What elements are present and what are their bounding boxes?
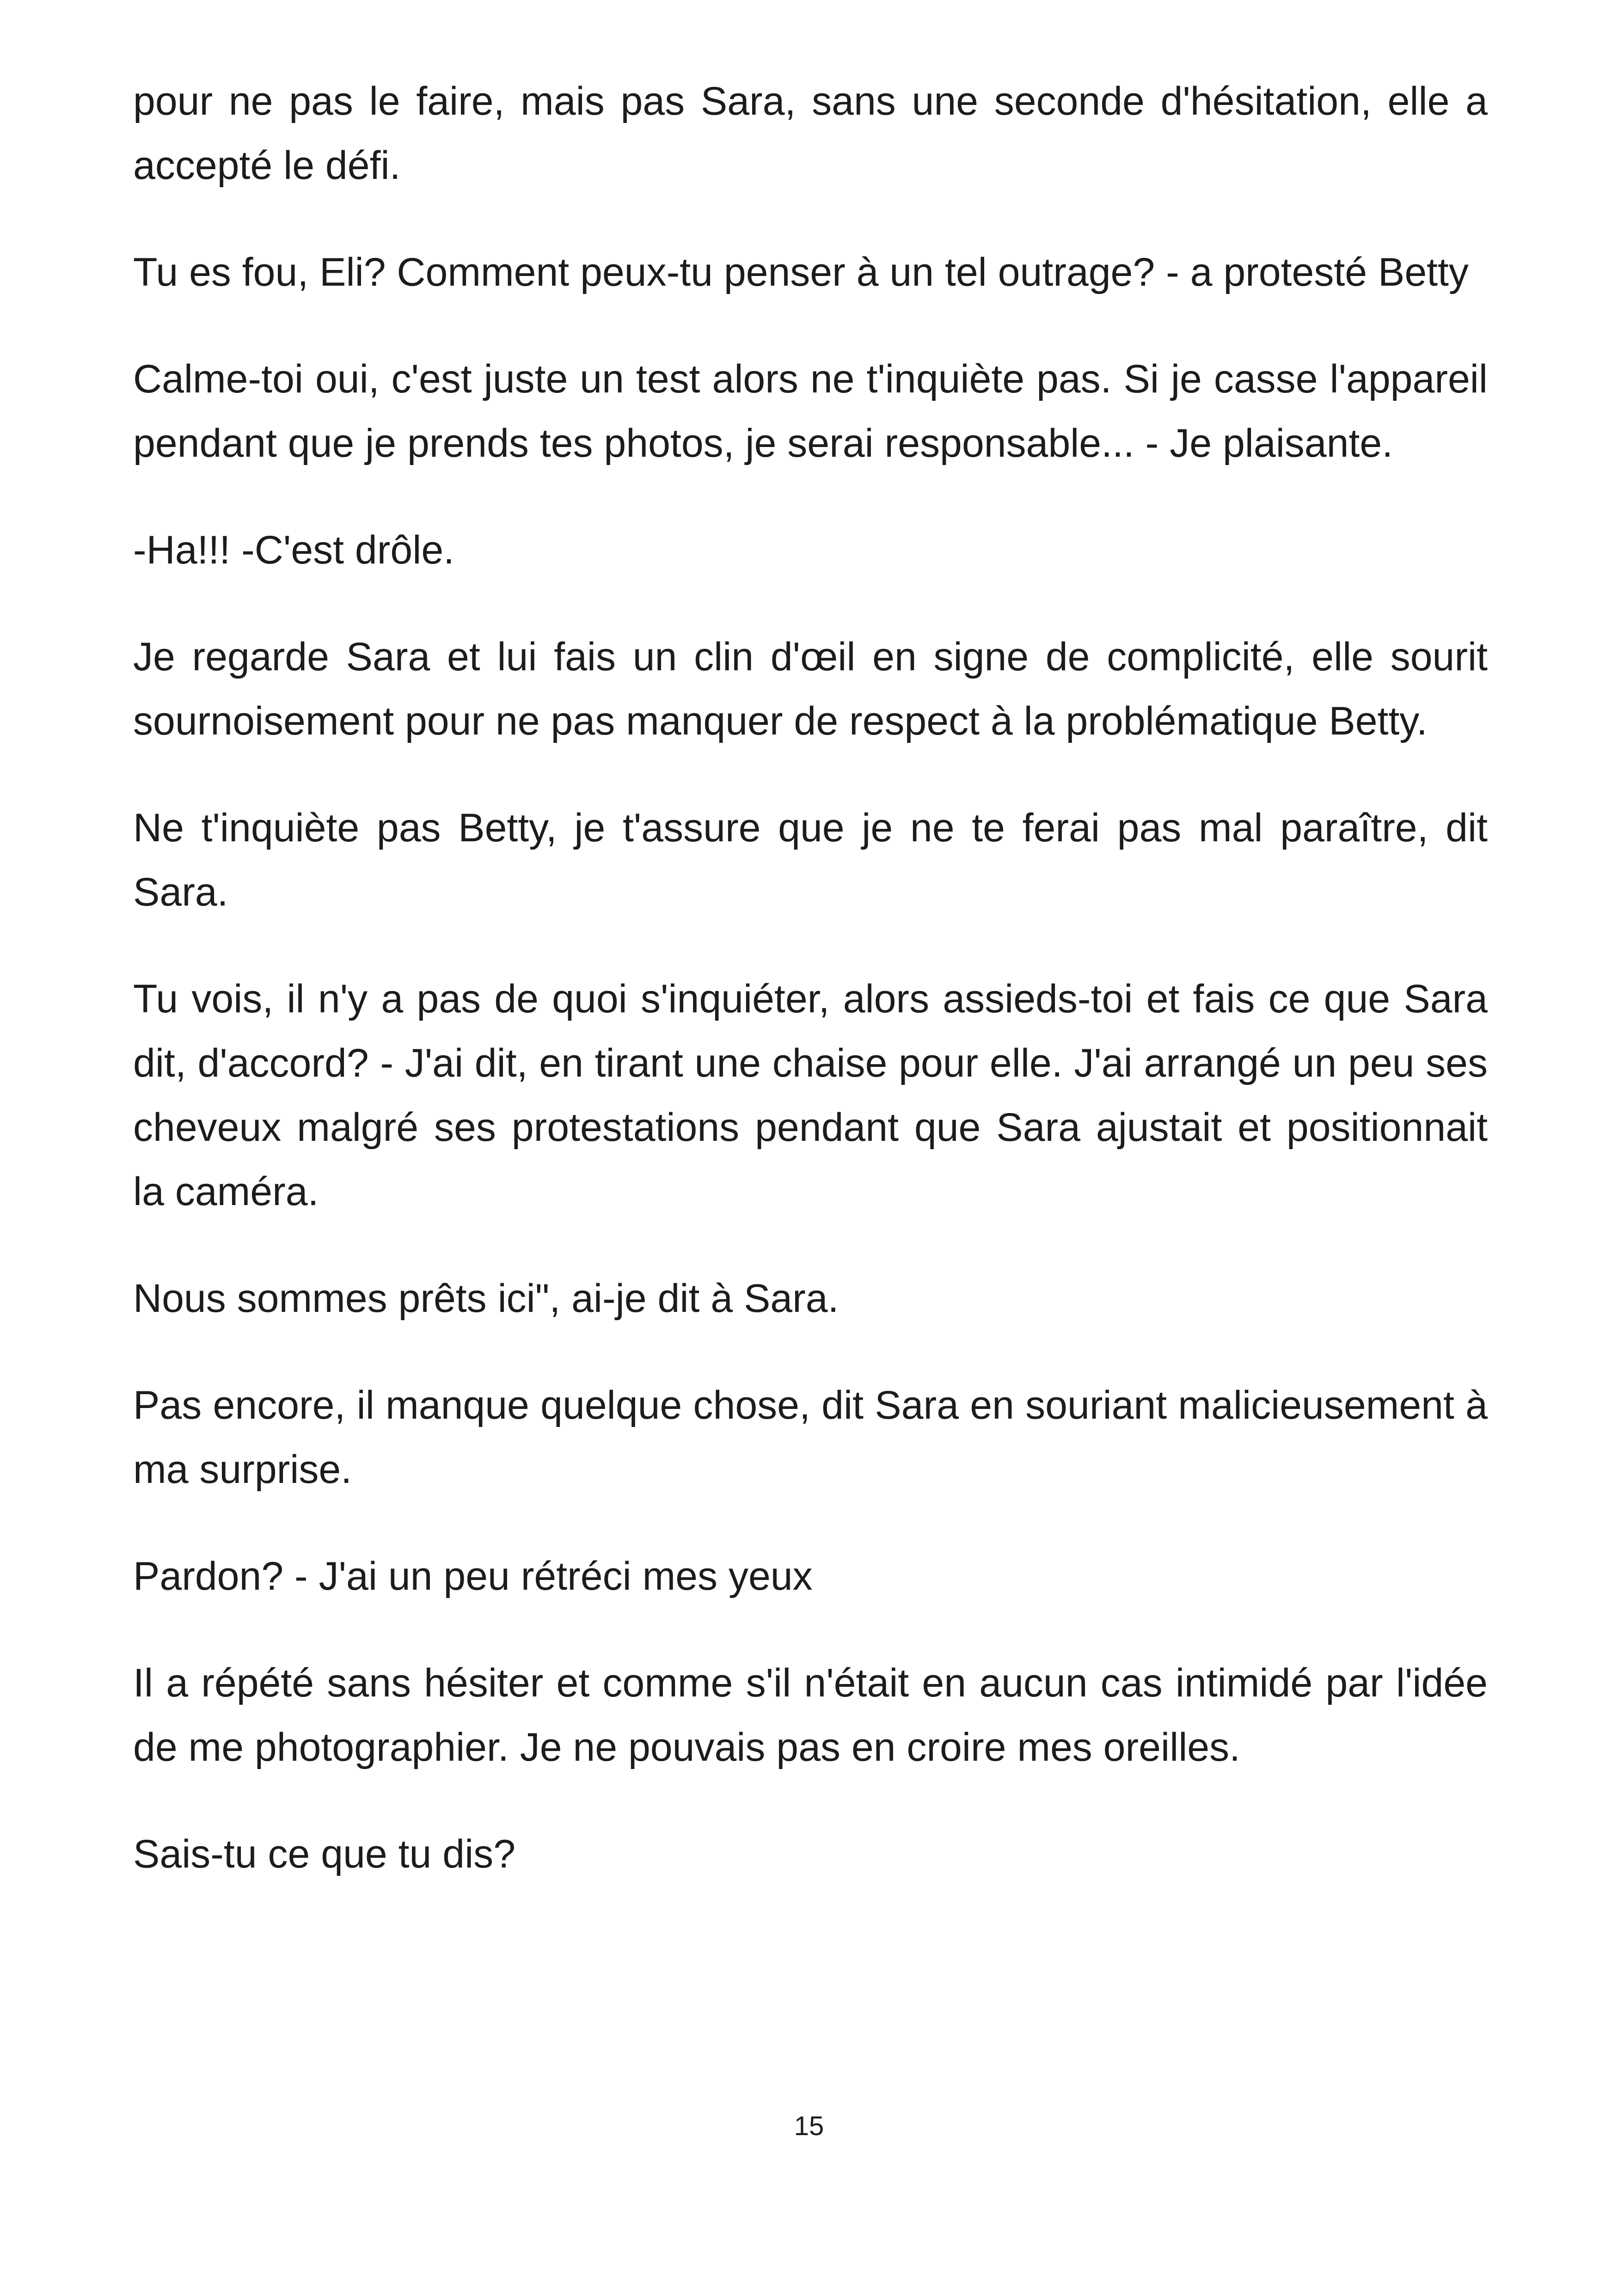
paragraph-10: Pardon? - J'ai un peu rétréci mes yeux: [133, 1554, 813, 1598]
paragraph-9: Pas encore, il manque quelque chose, dit Sara en souriant malicieusement à ma surprise.: [133, 1383, 1488, 1492]
page-number: 15: [794, 2111, 824, 2141]
paragraph-12: Sais-tu ce que tu dis?: [133, 1832, 516, 1876]
paragraph-11: Il a répété sans hésiter et comme s'il n'était en aucun cas intimidé par l'idée de me photographier. Je ne pouvais pas en croire mes oreilles.: [133, 1661, 1488, 1769]
paragraph-4: -Ha!!! -C'est drôle.: [133, 528, 455, 572]
paragraph-7: Tu vois, il n'y a pas de quoi s'inquiéter, alors assieds-toi et fais ce que Sara dit, d'accord? - J'ai dit, en tirant une chaise pour elle. J'ai arrangé un peu ses cheveux malgré ses protestations pendant que Sara ajustait et positionnait la caméra.: [133, 977, 1488, 1214]
paragraph-3: Calme-toi oui, c'est juste un test alors ne t'inquiète pas. Si je casse l'appareil pendant que je prends tes photos, je serai responsable... - Je plaisante.: [133, 357, 1488, 465]
paragraph-2: Tu es fou, Eli? Comment peux-tu penser à un tel outrage? - a protesté Betty: [133, 250, 1469, 294]
paragraph-5: Je regarde Sara et lui fais un clin d'œil en signe de complicité, elle sourit sournoisement pour ne pas manquer de respect à la problématique Betty.: [133, 635, 1488, 743]
body-text: [133, 69, 1488, 1929]
paragraph-1: pour ne pas le faire, mais pas Sara, sans une seconde d'hésitation, elle a accepté le défi.: [133, 79, 1488, 188]
paragraph-6: Ne t'inquiète pas Betty, je t'assure que je ne te ferai pas mal paraître, dit Sara.: [133, 806, 1488, 914]
paragraph-8: Nous sommes prêts ici", ai-je dit à Sara.: [133, 1276, 839, 1321]
